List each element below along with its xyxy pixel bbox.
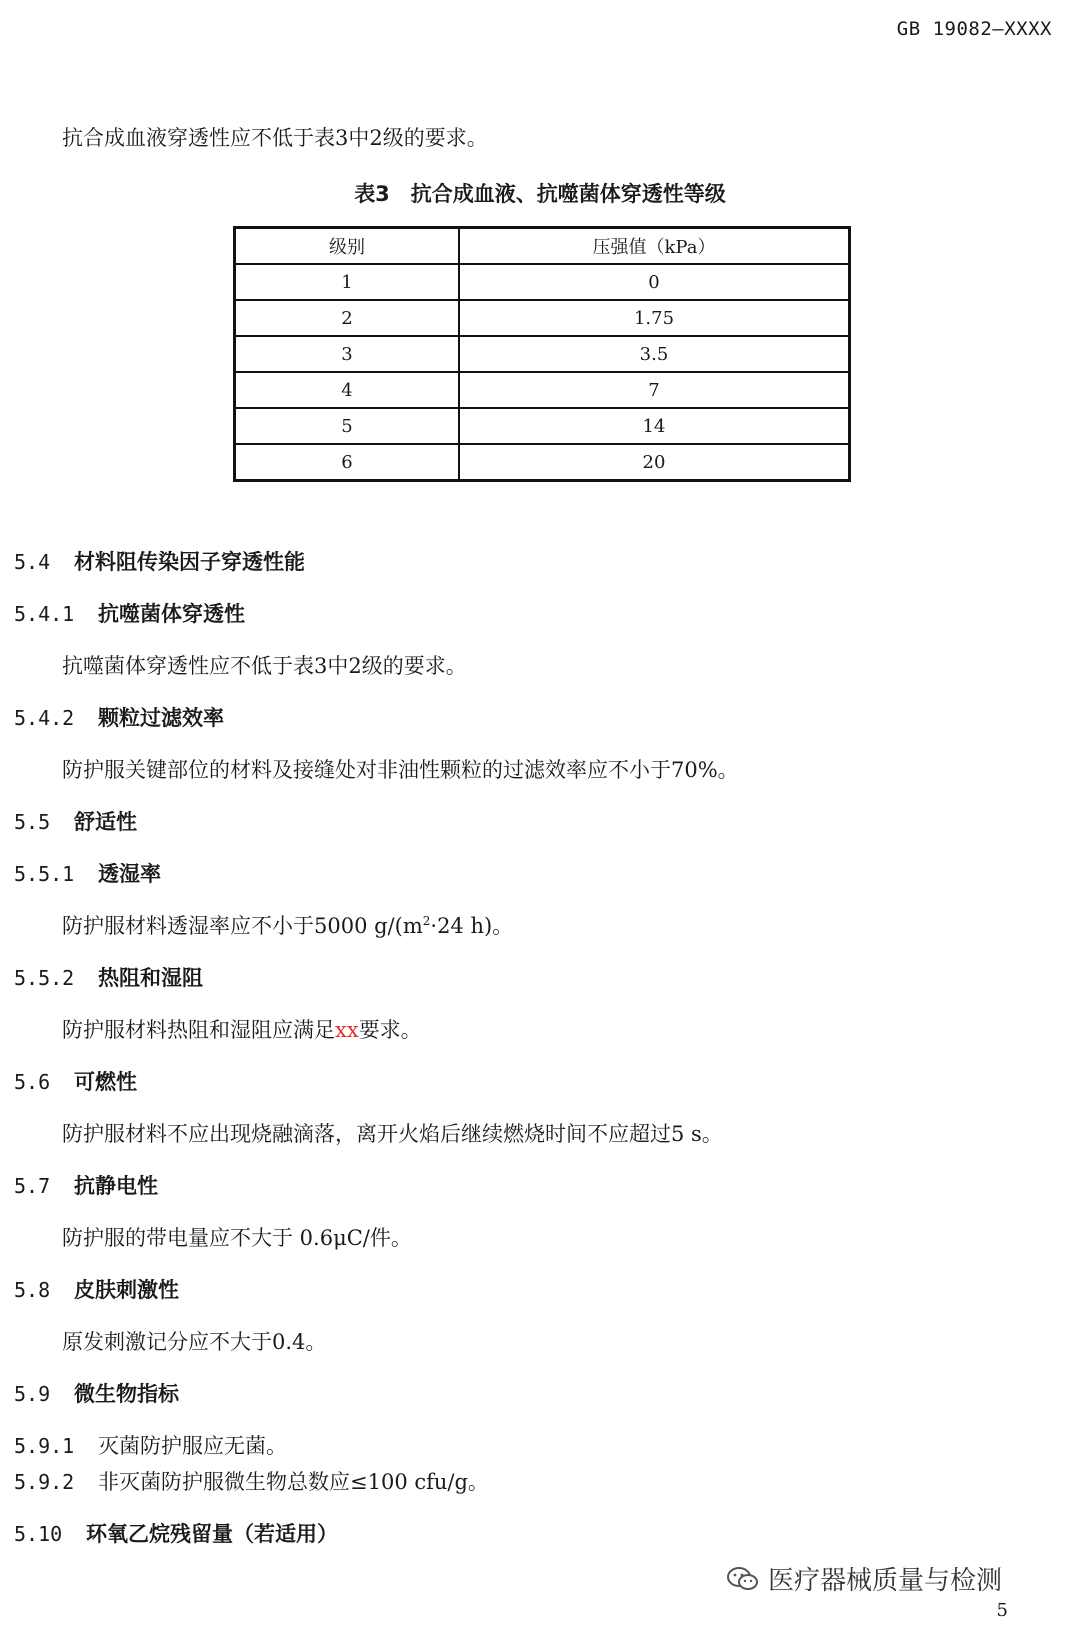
document-code: GB 19082—XXXX <box>896 18 1052 40</box>
paragraph-text: ·24 h)。 <box>430 914 514 938</box>
clause-text: 灭菌防护服应无菌。 <box>98 1434 287 1458</box>
table-cell: 6 <box>235 444 460 481</box>
section-number: 5.6 <box>14 1070 51 1094</box>
section-heading-5-5-1 <box>14 858 161 888</box>
section-title: 皮肤刺激性 <box>74 1278 179 1302</box>
section-title: 热阻和湿阻 <box>98 966 203 990</box>
section-number: 5.9.2 <box>14 1470 75 1494</box>
paragraph-5-7: 防护服的带电量应不大于 0.6μC/件。 <box>62 1226 412 1250</box>
section-heading-5-5 <box>14 806 137 836</box>
section-heading-5-9 <box>14 1378 179 1408</box>
section-number: 5.9 <box>14 1382 51 1406</box>
section-number: 5.9.1 <box>14 1434 75 1458</box>
table-title: 表3 抗合成血液、抗噬菌体穿透性等级 <box>354 182 726 206</box>
paragraph-5-4-2: 防护服关键部位的材料及接缝处对非油性颗粒的过滤效率应不小于70%。 <box>62 758 739 782</box>
section-number: 5.5.1 <box>14 862 75 886</box>
section-heading-5-8 <box>14 1274 179 1304</box>
table-row <box>235 408 850 444</box>
watermark-text: 医疗器械质量与检测 <box>767 1566 1002 1596</box>
section-heading-5-10 <box>14 1518 338 1548</box>
section-number: 5.8 <box>14 1278 51 1302</box>
paragraph-5-5-2 <box>62 1014 422 1044</box>
table-cell: 0 <box>459 264 850 300</box>
wechat-icon <box>726 1566 760 1592</box>
table-cell: 20 <box>459 444 850 481</box>
table-row <box>235 300 850 336</box>
section-heading-5-5-2 <box>14 962 203 992</box>
section-number: 5.4.1 <box>14 602 75 626</box>
superscript: 2 <box>422 914 431 928</box>
section-title: 环氧乙烷残留量（若适用） <box>86 1522 338 1546</box>
section-heading-5-4-2 <box>14 702 224 732</box>
section-title: 抗噬菌体穿透性 <box>98 602 245 626</box>
table-cell: 3 <box>235 336 460 372</box>
paragraph-5-5-1 <box>62 910 513 940</box>
table-row <box>235 336 850 372</box>
table-cell: 1.75 <box>459 300 850 336</box>
clause-5-9-2 <box>14 1466 489 1496</box>
section-number: 5.5 <box>14 810 51 834</box>
section-number: 5.5.2 <box>14 966 75 990</box>
paragraph-5-8: 原发刺激记分应不大于0.4。 <box>62 1330 327 1354</box>
section-heading-5-4 <box>14 546 305 576</box>
watermark <box>726 1560 1002 1597</box>
table-cell: 2 <box>235 300 460 336</box>
table-row <box>235 372 850 408</box>
section-heading-5-4-1 <box>14 598 245 628</box>
section-title: 颗粒过滤效率 <box>98 706 224 730</box>
section-heading-5-7 <box>14 1170 158 1200</box>
table-header-cell: 压强值（kPa） <box>459 228 850 265</box>
table-row <box>235 444 850 481</box>
table-cell: 5 <box>235 408 460 444</box>
placeholder-highlight: xx <box>335 1018 359 1042</box>
table-header-row <box>235 228 850 265</box>
section-title: 抗静电性 <box>74 1174 158 1198</box>
section-number: 5.10 <box>14 1522 63 1546</box>
section-title: 舒适性 <box>74 810 137 834</box>
paragraph-text: 防护服材料透湿率应不小于5000 g/(m <box>62 914 423 938</box>
table-cell: 4 <box>235 372 460 408</box>
table-cell: 14 <box>459 408 850 444</box>
paragraph-5-6: 防护服材料不应出现烧融滴落，离开火焰后继续燃烧时间不应超过5 s。 <box>62 1122 723 1146</box>
table-cell: 3.5 <box>459 336 850 372</box>
section-title: 微生物指标 <box>74 1382 179 1406</box>
paragraph-text: 要求。 <box>358 1018 422 1042</box>
table-header-cell: 级别 <box>235 228 460 265</box>
paragraph-text: 防护服材料热阻和湿阻应满足 <box>62 1018 335 1042</box>
table-row <box>235 264 850 300</box>
table-cell: 1 <box>235 264 460 300</box>
table-cell: 7 <box>459 372 850 408</box>
section-title: 材料阻传染因子穿透性能 <box>74 550 305 574</box>
section-number: 5.4 <box>14 550 51 574</box>
page-number: 5 <box>996 1600 1008 1621</box>
section-title: 可燃性 <box>74 1070 137 1094</box>
section-number: 5.4.2 <box>14 706 75 730</box>
grade-table <box>233 226 851 482</box>
intro-paragraph: 抗合成血液穿透性应不低于表3中2级的要求。 <box>62 126 488 150</box>
section-number: 5.7 <box>14 1174 51 1198</box>
clause-5-9-1 <box>14 1430 287 1460</box>
section-heading-5-6 <box>14 1066 137 1096</box>
clause-text: 非灭菌防护服微生物总数应≤100 cfu/g。 <box>98 1470 489 1494</box>
section-title: 透湿率 <box>98 862 161 886</box>
paragraph-5-4-1: 抗噬菌体穿透性应不低于表3中2级的要求。 <box>62 654 467 678</box>
